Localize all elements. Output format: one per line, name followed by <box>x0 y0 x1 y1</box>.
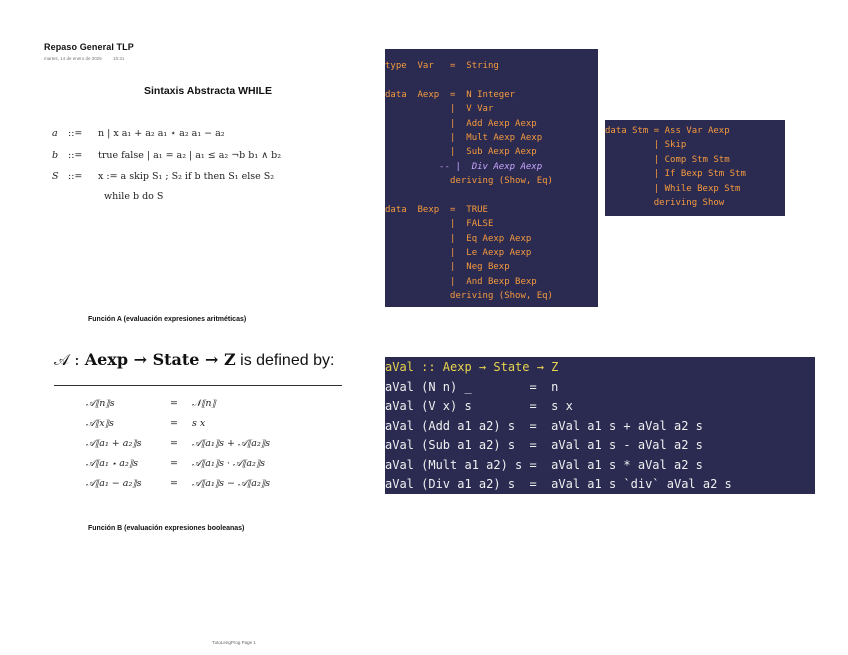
code-line: aVal (Sub a1 a2) s = aVal a1 s - aVal a2 s <box>385 438 703 452</box>
definition-lhs: 𝒜⟦n⟧s <box>86 398 115 409</box>
syntax-eq: ::= <box>68 128 83 139</box>
definition-head-type: Aexp → State → Z <box>84 350 236 369</box>
code-line <box>385 189 598 203</box>
page-footer: TutoLengProg Page 1 <box>212 640 256 645</box>
syntax-eq: ::= <box>68 150 83 161</box>
definition-eq: = <box>170 458 178 469</box>
code-line: type Var = String <box>385 61 499 71</box>
definition-lhs: 𝒜⟦a₁ ⋆ a₂⟧s <box>86 458 138 469</box>
definition-rhs: 𝒩⟦n⟧ <box>192 398 216 409</box>
haskell-types-code <box>385 49 598 307</box>
code-line: data Stm = Ass Var Aexp <box>605 126 730 136</box>
syntax-row-b <box>52 150 281 161</box>
code-line: aVal (Div a1 a2) s = aVal a1 s `div` aVal a2 s <box>385 477 732 491</box>
syntax-rhs: x := a skip S₁ ; S₂ if b then S₁ else S₂ <box>98 171 275 182</box>
definition-rule <box>54 385 342 386</box>
code-line: aVal (N n) _ = n <box>385 379 559 394</box>
code-line: aVal :: Aexp → State → Z <box>385 360 559 374</box>
page-meta <box>44 56 124 61</box>
section-title: Sintaxis Abstracta WHILE <box>144 85 272 97</box>
code-line: aVal (V x) s = s x <box>385 399 573 413</box>
code-line: | Mult Aexp Aexp <box>385 132 543 143</box>
caption-function-b: Función B (evaluación expresiones booleanas) <box>88 525 245 532</box>
haskell-stm-code <box>605 120 785 216</box>
definition-head-right: is defined by: <box>235 352 335 369</box>
definition-lhs: 𝒜⟦x⟧s <box>86 418 114 429</box>
definition-rhs: 𝒜⟦a₁⟧s · 𝒜⟦a₂⟧s <box>192 458 266 469</box>
definition-row <box>86 398 216 409</box>
definition-eq: = <box>170 438 178 449</box>
code-line <box>385 73 598 87</box>
code-line: | Skip <box>605 140 687 151</box>
definition-row <box>86 438 270 449</box>
code-line: | Sub Aexp Aexp <box>385 147 537 158</box>
definition-lhs: 𝒜⟦a₁ + a₂⟧s <box>86 438 142 449</box>
definition-row <box>86 458 265 469</box>
definition-eq: = <box>170 418 178 429</box>
definition-rhs: 𝒜⟦a₁⟧s + 𝒜⟦a₂⟧s <box>192 438 270 449</box>
code-line: | Le Aexp Aexp <box>385 248 532 259</box>
code-line: | V Var <box>385 104 494 115</box>
code-line: | If Bexp Stm Stm <box>605 169 746 180</box>
code-line: | Neg Bexp <box>385 262 510 273</box>
code-line: data Bexp = TRUE <box>385 204 488 215</box>
code-line: aVal (Mult a1 a2) s = aVal a1 s * aVal a2 s <box>385 457 703 472</box>
definition-rhs: s x <box>192 418 206 429</box>
code-line: -- | Div Aexp Aexp <box>385 161 543 172</box>
caption-function-a: Función A (evaluación expresiones aritméticas) <box>88 316 247 323</box>
syntax-rhs: n | x a₁ + a₂ a₁ ⋆ a₂ a₁ − a₂ <box>98 128 225 139</box>
code-line: aVal (Add a1 a2) s = aVal a1 s + aVal a2 s <box>385 418 703 433</box>
definition-eq: = <box>170 478 178 489</box>
syntax-continuation: while b do S <box>104 191 164 202</box>
page-date: martes, 14 de enero de 2025 <box>44 56 102 61</box>
syntax-row-s <box>52 171 274 182</box>
page-title: Repaso General TLP <box>44 42 134 52</box>
syntax-eq: ::= <box>68 171 83 182</box>
definition-row <box>86 418 205 429</box>
code-line: | Eq Aexp Aexp <box>385 233 532 244</box>
definition-head-left: 𝒜 : <box>54 350 85 369</box>
syntax-rhs: true false | a₁ = a₂ | a₁ ≤ a₂ ¬b b₁ ∧ b₂ <box>98 150 282 161</box>
definition-lhs: 𝒜⟦a₁ − a₂⟧s <box>86 478 142 489</box>
definition-eq: = <box>170 398 178 409</box>
code-line: | And Bexp Bexp <box>385 276 537 287</box>
syntax-lhs: S <box>52 171 59 182</box>
definition-row <box>86 478 270 489</box>
page-time: 10:31 <box>113 56 125 61</box>
code-line: | FALSE <box>385 219 494 230</box>
definition-rhs: 𝒜⟦a₁⟧s − 𝒜⟦a₂⟧s <box>192 478 270 489</box>
code-line: | While Bexp Stm <box>605 183 741 194</box>
code-line: deriving Show <box>605 197 725 208</box>
haskell-aval-code <box>385 357 815 494</box>
syntax-lhs: b <box>52 150 59 161</box>
code-line: data Aexp = N Integer <box>385 89 516 100</box>
syntax-lhs: a <box>52 128 58 139</box>
code-line: | Add Aexp Aexp <box>385 118 537 129</box>
code-line: deriving (Show, Eq) <box>385 291 553 302</box>
definition-heading <box>54 350 334 370</box>
code-line: deriving (Show, Eq) <box>385 176 553 187</box>
code-line: | Comp Stm Stm <box>605 154 730 165</box>
syntax-row-a <box>52 128 225 139</box>
